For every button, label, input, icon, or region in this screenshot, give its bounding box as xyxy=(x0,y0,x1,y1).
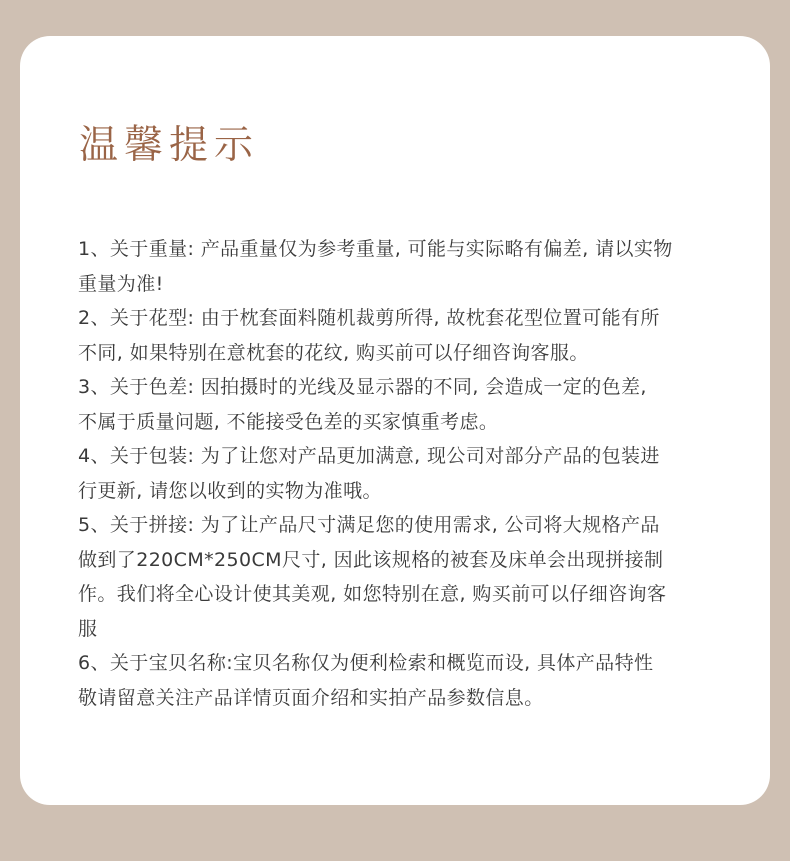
notice-line: 行更新, 请您以收到的实物为准哦。 xyxy=(78,479,382,502)
notice-line: 1、关于重量: 产品重量仅为参考重量, 可能与实际略有偏差, 请以实物 xyxy=(78,238,673,260)
notice-line: 做到了220CM*250CM尺寸, 因此该规格的被套及床单会出现拼接制 xyxy=(78,548,664,571)
notice-line: 服 xyxy=(78,617,98,640)
notice-line: 6、关于宝贝名称:宝贝名称仅为便利检索和概览而设, 具体产品特性 xyxy=(78,652,654,674)
notice-item-color xyxy=(78,370,718,439)
notice-line: 重量为准! xyxy=(78,272,164,295)
notice-item-packaging xyxy=(78,439,718,508)
notice-line: 3、关于色差: 因拍摄时的光线及显示器的不同, 会造成一定的色差, xyxy=(78,376,647,398)
notice-item-product-name xyxy=(78,646,718,715)
notice-line: 不同, 如果特别在意枕套的花纹, 购买前可以仔细咨询客服。 xyxy=(78,341,589,364)
notice-line: 不属于质量问题, 不能接受色差的买家慎重考虑。 xyxy=(78,410,499,433)
notice-title: 温馨提示 xyxy=(79,123,260,168)
notice-line: 4、关于包装: 为了让您对产品更加满意, 现公司对部分产品的包装进 xyxy=(78,445,660,467)
notice-item-pattern xyxy=(78,301,718,370)
notice-card xyxy=(20,36,770,805)
notice-list xyxy=(78,232,718,715)
notice-line: 2、关于花型: 由于枕套面料随机裁剪所得, 故枕套花型位置可能有所 xyxy=(78,307,660,329)
notice-line: 作。我们将全心设计使其美观, 如您特别在意, 购买前可以仔细咨询客 xyxy=(78,583,667,605)
notice-line: 敬请留意关注产品详情页面介绍和实拍产品参数信息。 xyxy=(78,686,544,709)
notice-item-splicing xyxy=(78,508,718,646)
notice-item-weight xyxy=(78,232,718,301)
notice-line: 5、关于拼接: 为了让产品尺寸满足您的使用需求, 公司将大规格产品 xyxy=(78,514,660,536)
